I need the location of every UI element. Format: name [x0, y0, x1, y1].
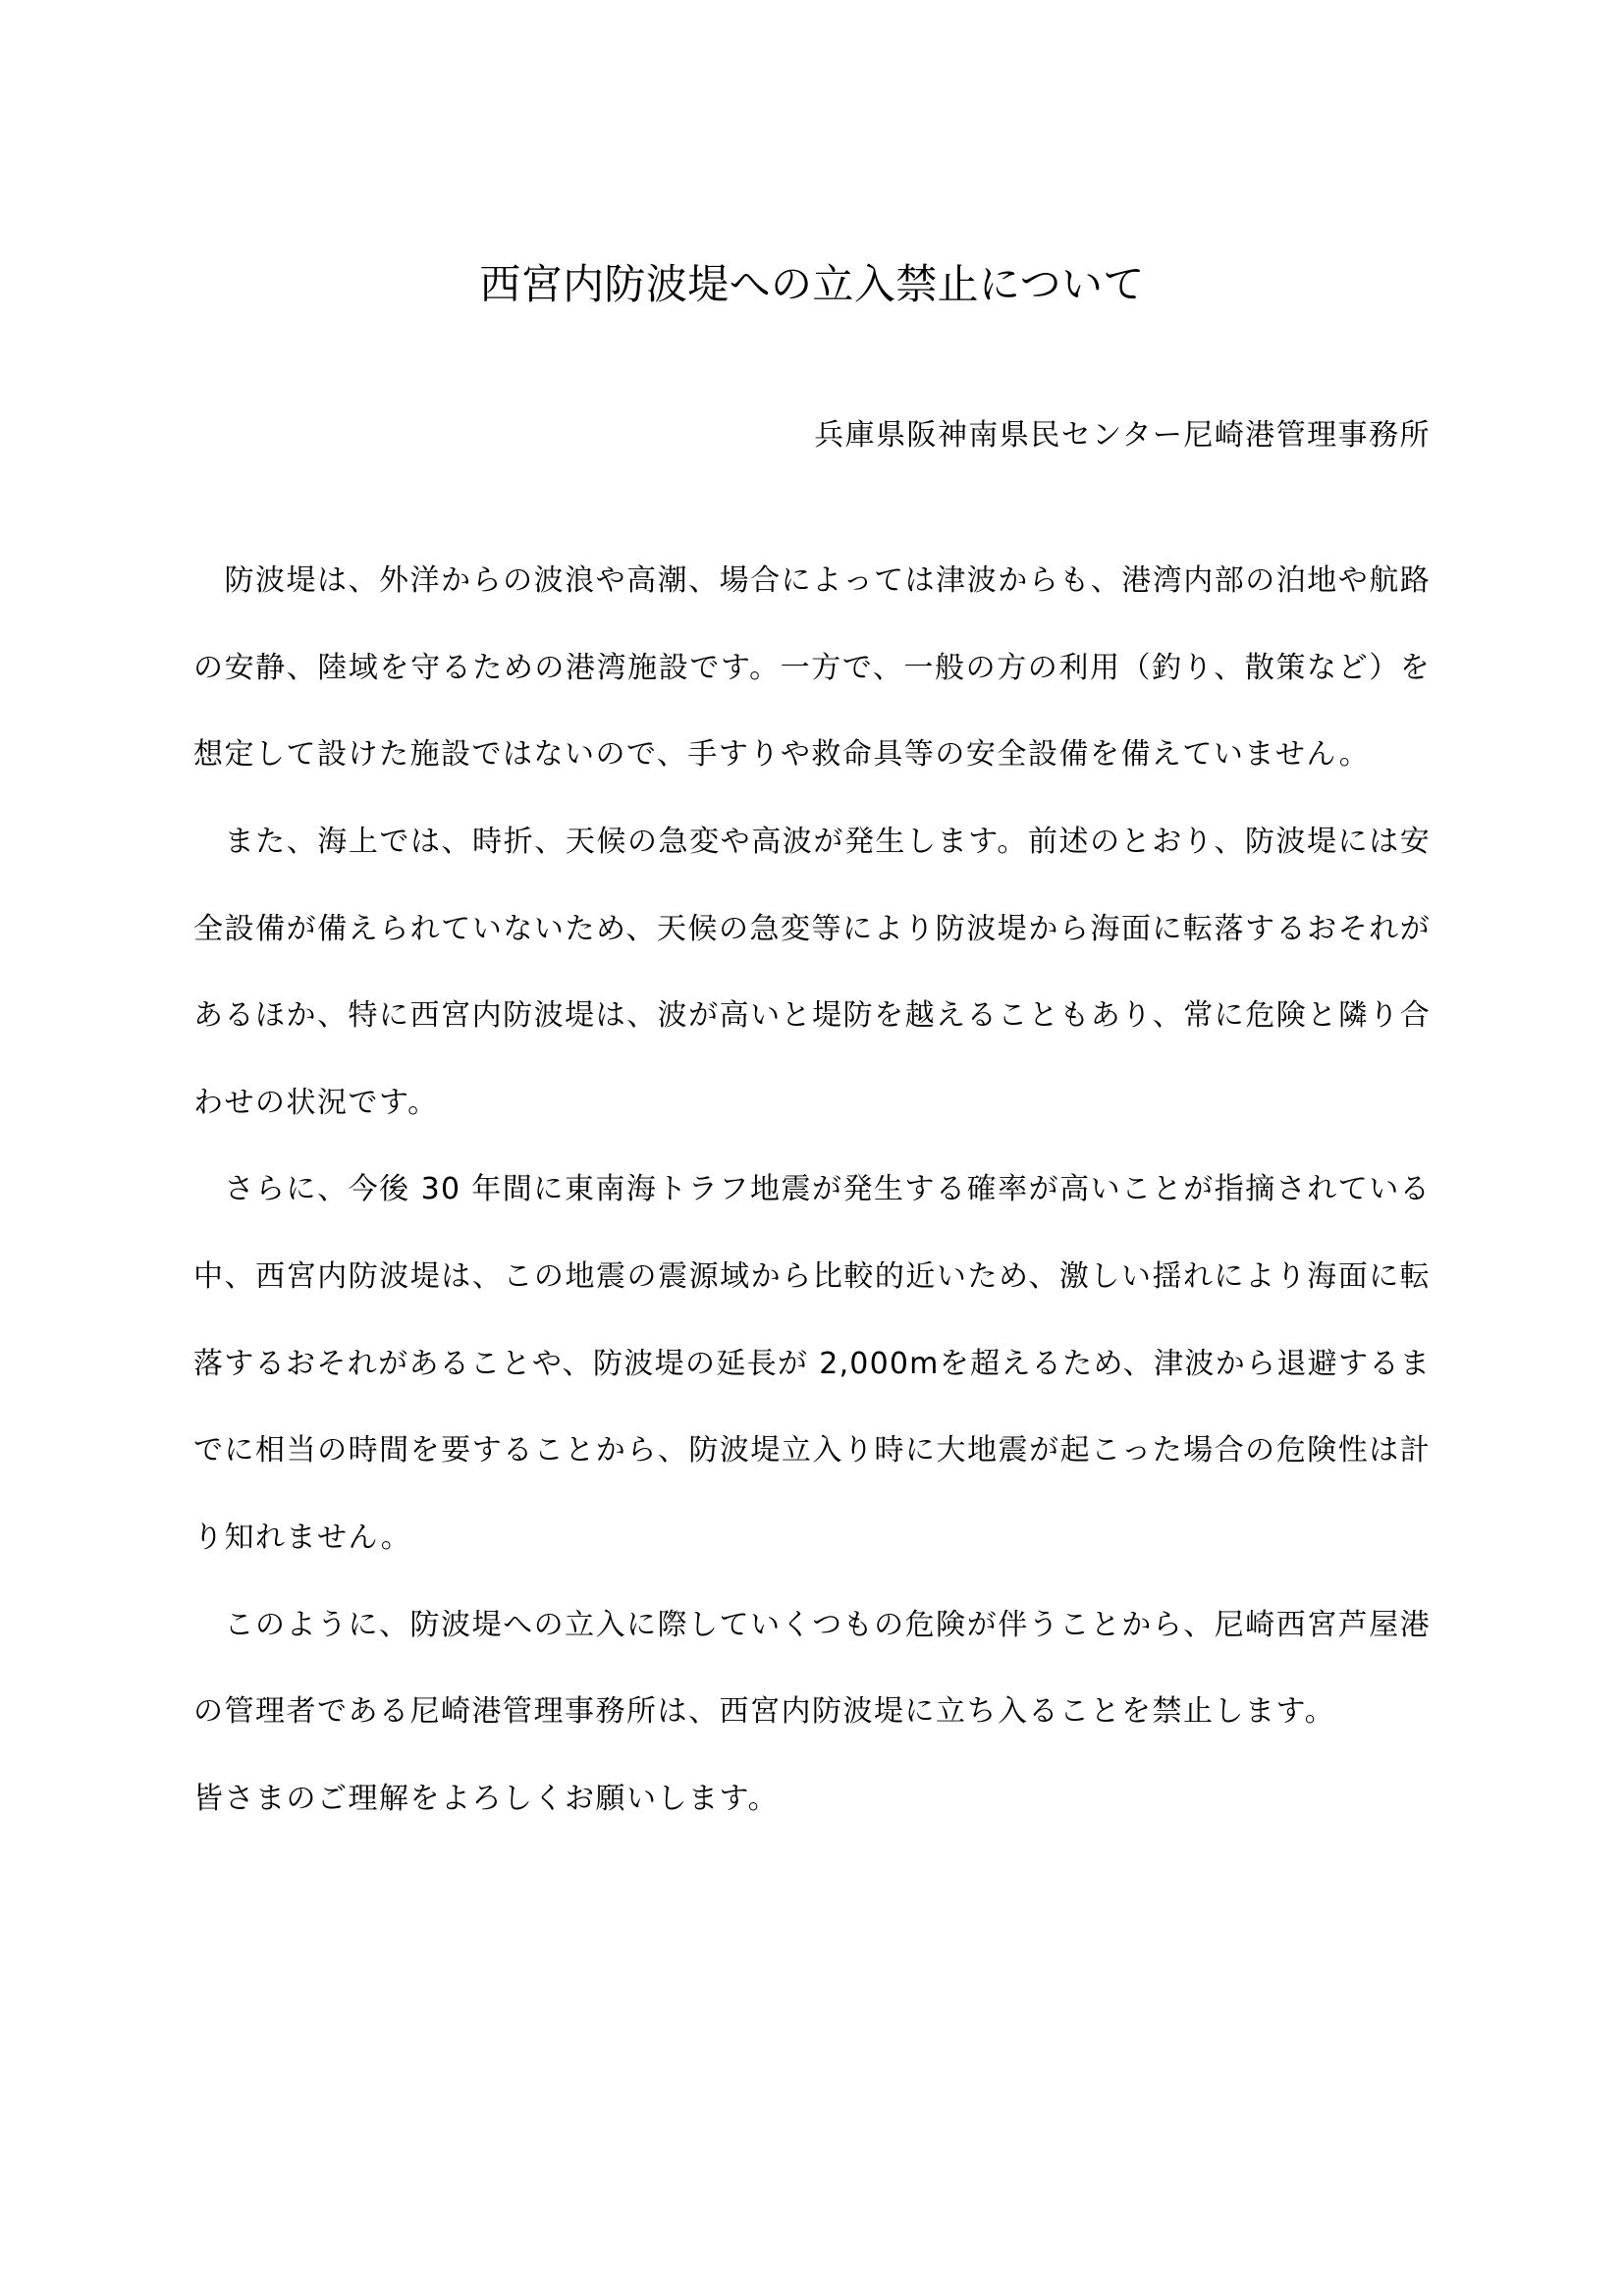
paragraph-weather-danger	[193, 799, 1431, 1148]
body-line: でに相当の時間を要することから、防波堤立入り時に大地震が起こった場合の危険性は計	[193, 1433, 1431, 1468]
body-line: 皆さまのご理解をよろしくお願いします。	[193, 1781, 780, 1816]
document-body	[193, 538, 1431, 1842]
body-line: 全設備が備えられていないため、天候の急変等により防波堤から海面に転落するおそれが	[193, 911, 1431, 946]
body-line: の管理者である尼崎港管理事務所は、西宮内防波堤に立ち入ることを禁止します。	[193, 1694, 1336, 1730]
body-line: 防波堤は、外洋からの波浪や高潮、場合によっては津波からも、港湾内部の泊地や航路	[193, 563, 1431, 598]
paragraph-entry-prohibition	[193, 1582, 1431, 1756]
issuer-name: 兵庫県阪神南県民センター尼崎港管理事務所	[814, 418, 1431, 453]
body-line: 落するおそれがあることや、防波堤の延長が 2,000mを超えるため、津波から退避するま	[193, 1346, 1431, 1381]
body-line: わせの状況です。	[193, 1085, 439, 1120]
body-line: さらに、今後 30 年間に東南海トラフ地震が発生する確率が高いことが指摘されている	[193, 1172, 1431, 1207]
body-line: 中、西宮内防波堤は、この地震の震源域から比較的近いため、激しい揺れにより海面に転	[193, 1259, 1431, 1294]
paragraph-breakwater-purpose	[193, 538, 1431, 799]
body-line: の安静、陸域を守るための港湾施設です。一方で、一般の方の利用（釣り、散策など）を	[193, 650, 1431, 685]
body-line: 想定して設けた施設ではないので、手すりや救命具等の安全設備を備えていません。	[193, 737, 1371, 773]
body-line: り知れません。	[193, 1520, 412, 1555]
body-line: このように、防波堤への立入に際していくつもの危険が伴うことから、尼崎西宮芦屋港	[193, 1607, 1431, 1642]
paragraph-earthquake-risk	[193, 1147, 1431, 1581]
paragraph-closing-request	[193, 1756, 1431, 1843]
body-line: また、海上では、時折、天候の急変や高波が発生します。前述のとおり、防波堤には安	[193, 824, 1431, 859]
body-line: あるほか、特に西宮内防波堤は、波が高いと堤防を越えることもあり、常に危険と隣り合	[193, 998, 1431, 1034]
page-title: 西宮内防波堤への立入禁止について	[479, 260, 1145, 308]
